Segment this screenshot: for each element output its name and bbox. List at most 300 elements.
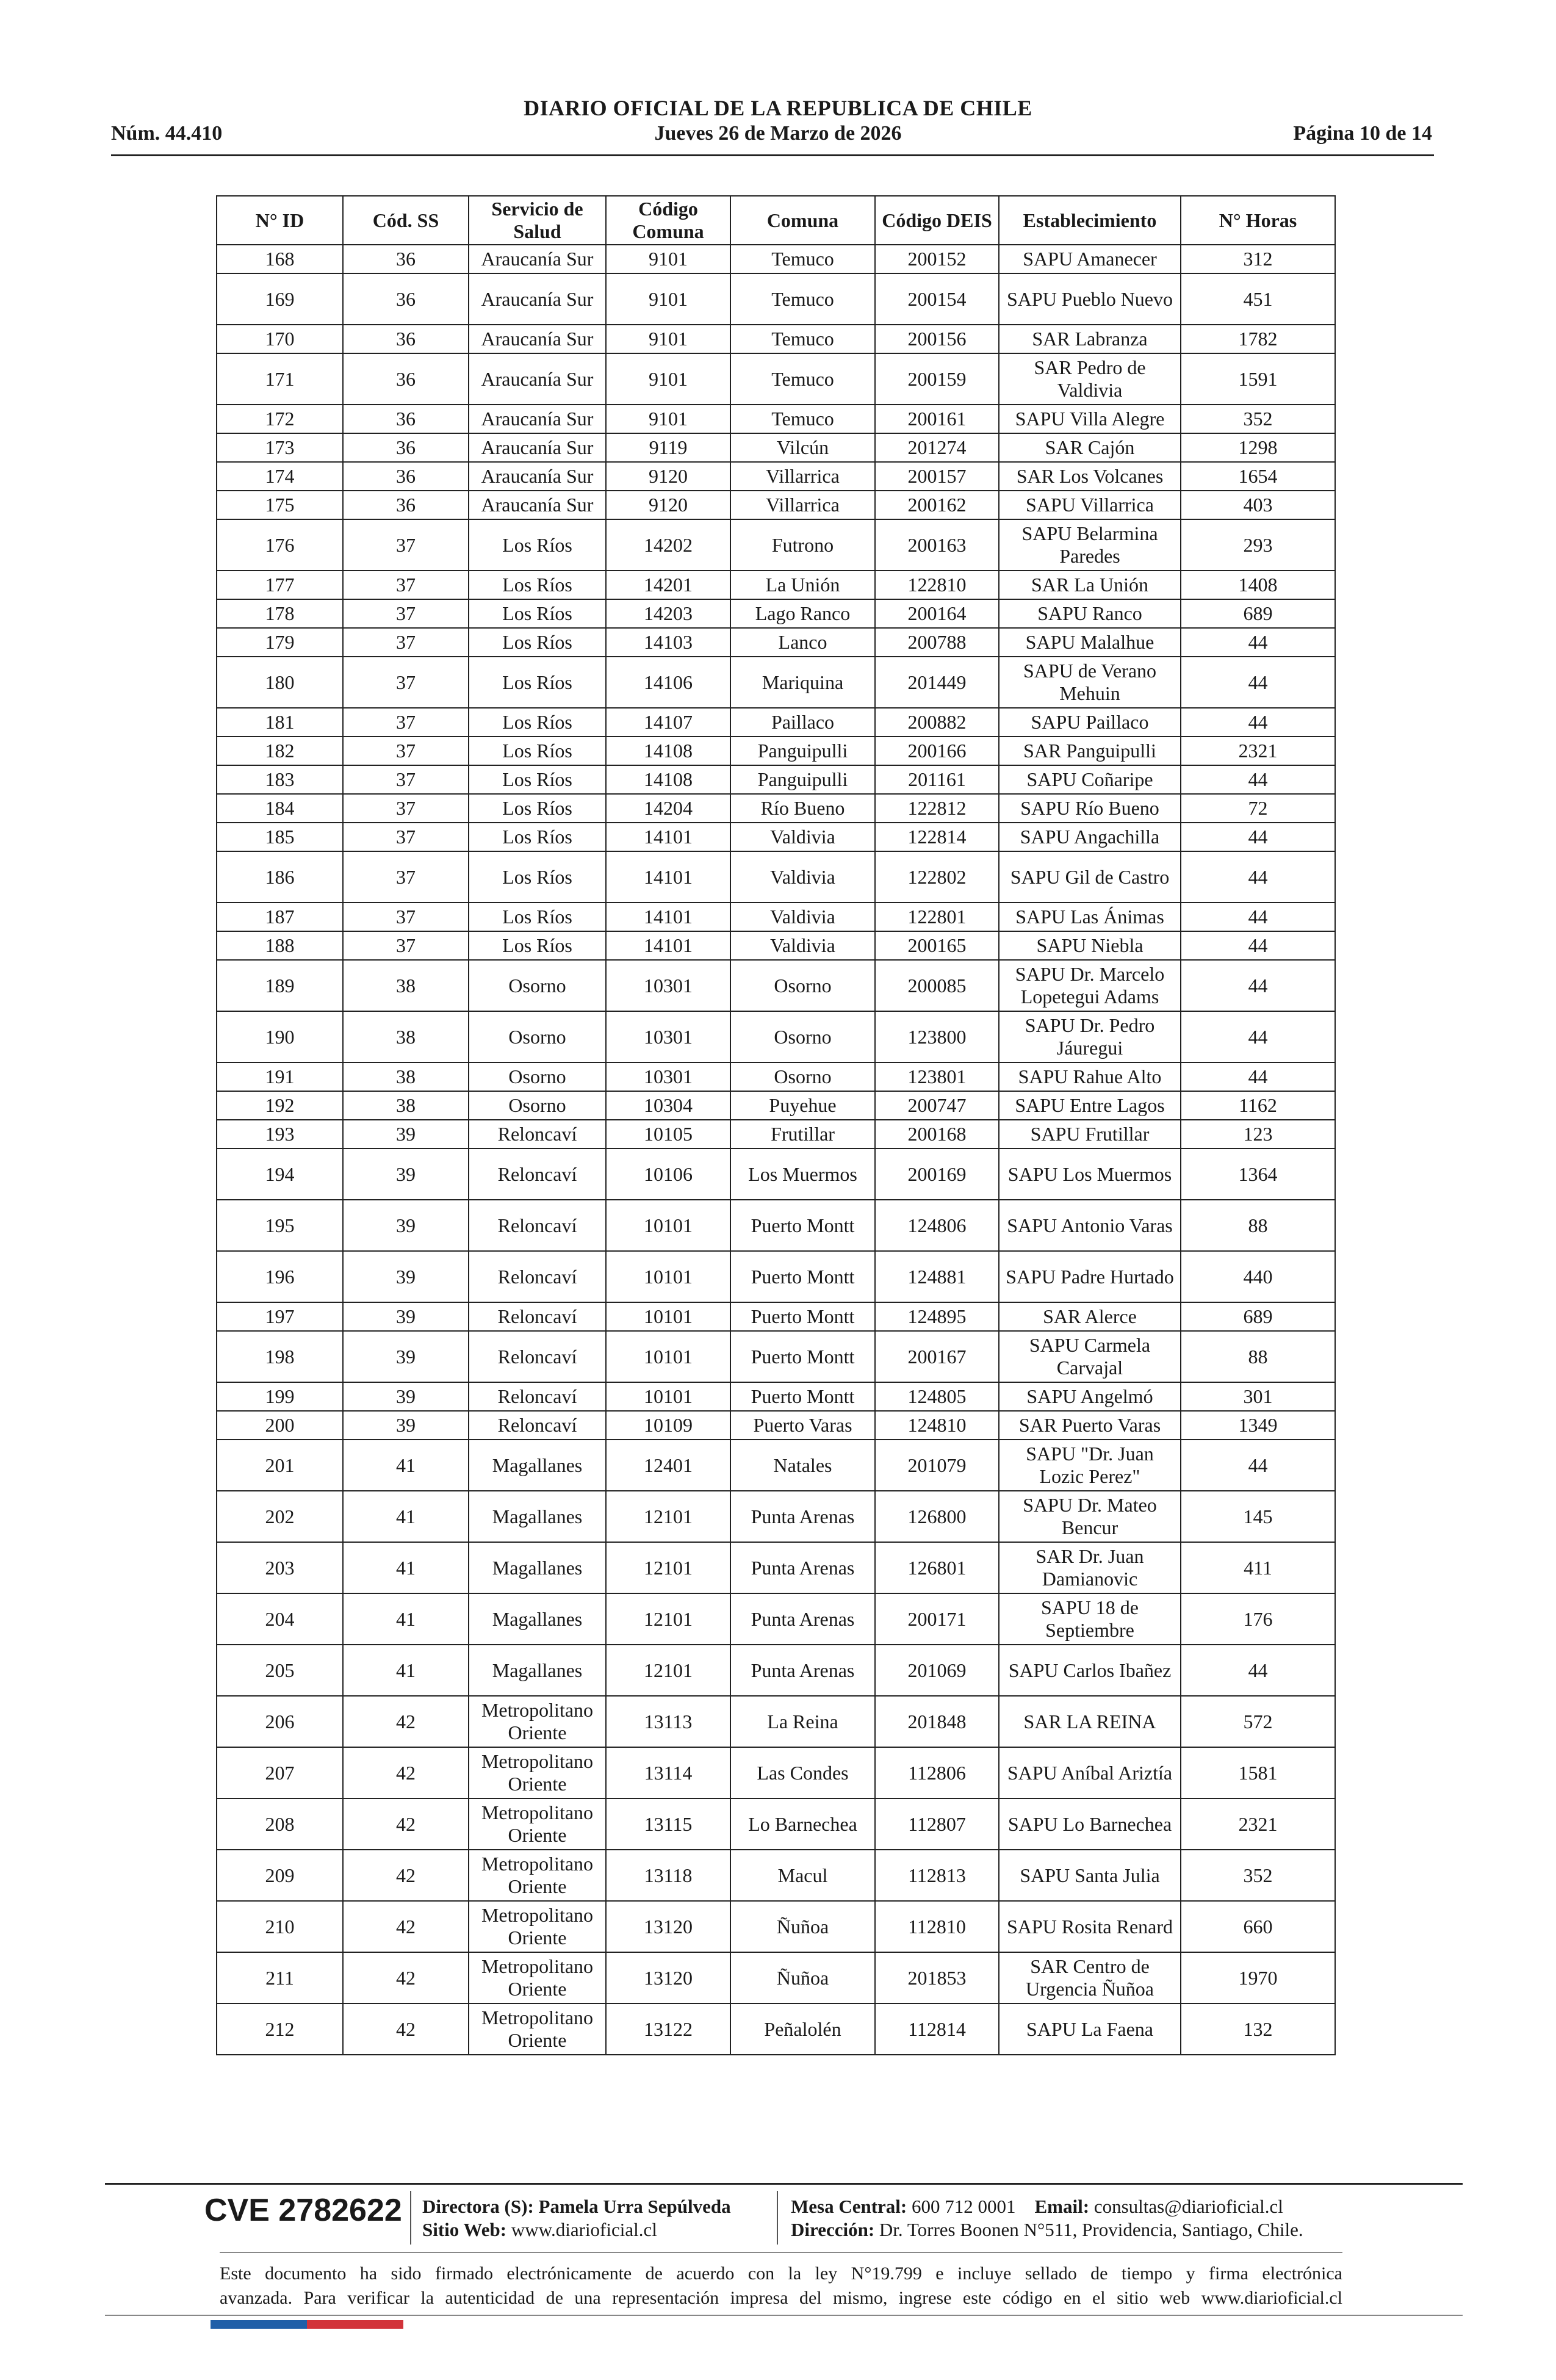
cell-codigo-comuna: 10301	[606, 1062, 730, 1091]
cell-id: 176	[217, 519, 343, 571]
cell-comuna: Panguipulli	[730, 765, 875, 794]
cell-establecimiento: SAR Dr. Juan Damianovic	[999, 1542, 1181, 1593]
cell-comuna: Temuco	[730, 405, 875, 433]
cell-codigo-deis: 122801	[875, 903, 999, 931]
table-row	[217, 571, 1335, 599]
cell-comuna: Valdivia	[730, 903, 875, 931]
cell-id: 210	[217, 1901, 343, 1952]
table-row	[217, 1011, 1335, 1062]
cell-horas: 44	[1181, 657, 1335, 708]
cell-codigo-deis: 200747	[875, 1091, 999, 1120]
cell-id: 187	[217, 903, 343, 931]
cell-codigo-comuna: 13120	[606, 1901, 730, 1952]
cell-codigo-comuna: 12101	[606, 1491, 730, 1542]
issue-date: Jueves 26 de Marzo de 2026	[654, 122, 902, 145]
table-row	[217, 325, 1335, 353]
cell-comuna: La Unión	[730, 571, 875, 599]
cell-cod-ss: 42	[343, 1850, 469, 1901]
cell-servicio: Araucanía Sur	[469, 405, 606, 433]
cell-codigo-deis: 126801	[875, 1542, 999, 1593]
col-header-comuna: Comuna	[730, 196, 875, 245]
table-row	[217, 1901, 1335, 1952]
cell-id: 177	[217, 571, 343, 599]
cell-codigo-deis: 122802	[875, 851, 999, 903]
cell-horas: 689	[1181, 599, 1335, 628]
footer-divider	[220, 2252, 1342, 2253]
cell-cod-ss: 37	[343, 571, 469, 599]
cell-cod-ss: 42	[343, 1747, 469, 1798]
cell-horas: 451	[1181, 273, 1335, 325]
cell-establecimiento: SAPU Dr. Pedro Jáuregui	[999, 1011, 1181, 1062]
cell-codigo-deis: 200167	[875, 1331, 999, 1382]
table-row	[217, 1696, 1335, 1747]
legal-line: Este documento ha sido firmado electrónicamente de acuerdo con la ley N°19.799 e incluye sellado de tiempo y firma electrónica	[220, 2263, 1342, 2284]
cell-comuna: Puerto Varas	[730, 1411, 875, 1440]
issue-number: Núm. 44.410	[111, 122, 223, 145]
cell-cod-ss: 37	[343, 628, 469, 657]
cell-cod-ss: 39	[343, 1382, 469, 1411]
cell-horas: 44	[1181, 1645, 1335, 1696]
cell-comuna: Frutillar	[730, 1120, 875, 1149]
cell-comuna: Puerto Montt	[730, 1331, 875, 1382]
cell-comuna: Temuco	[730, 325, 875, 353]
cell-establecimiento: SAPU Rosita Renard	[999, 1901, 1181, 1952]
cell-servicio: Reloncaví	[469, 1149, 606, 1200]
table-row	[217, 737, 1335, 765]
cell-comuna: Valdivia	[730, 851, 875, 903]
cell-horas: 572	[1181, 1696, 1335, 1747]
cell-codigo-comuna: 9101	[606, 353, 730, 405]
cell-codigo-comuna: 9120	[606, 491, 730, 519]
cell-establecimiento: SAPU Aníbal Ariztía	[999, 1747, 1181, 1798]
cell-horas: 403	[1181, 491, 1335, 519]
cell-establecimiento: SAPU Paillaco	[999, 708, 1181, 737]
cell-comuna: Panguipulli	[730, 737, 875, 765]
cell-codigo-deis: 200168	[875, 1120, 999, 1149]
cell-horas: 1591	[1181, 353, 1335, 405]
cell-comuna: Punta Arenas	[730, 1593, 875, 1645]
cell-horas: 1782	[1181, 325, 1335, 353]
cell-cod-ss: 39	[343, 1411, 469, 1440]
table-row	[217, 1747, 1335, 1798]
col-header-id: N° ID	[217, 196, 343, 245]
cell-id: 189	[217, 960, 343, 1011]
cell-cod-ss: 38	[343, 960, 469, 1011]
cell-servicio: Metropolitano Oriente	[469, 1901, 606, 1952]
cell-establecimiento: SAR Labranza	[999, 325, 1181, 353]
cell-codigo-comuna: 12401	[606, 1440, 730, 1491]
cell-servicio: Los Ríos	[469, 628, 606, 657]
cell-establecimiento: SAPU Angachilla	[999, 823, 1181, 851]
cell-id: 175	[217, 491, 343, 519]
cell-comuna: Osorno	[730, 960, 875, 1011]
footer-separator	[777, 2191, 778, 2245]
cell-id: 196	[217, 1251, 343, 1302]
cell-comuna: Lago Ranco	[730, 599, 875, 628]
cell-establecimiento: SAPU 18 de Septiembre	[999, 1593, 1181, 1645]
cell-cod-ss: 42	[343, 2003, 469, 2055]
cell-cod-ss: 36	[343, 491, 469, 519]
cell-codigo-deis: 201069	[875, 1645, 999, 1696]
cell-comuna: Villarrica	[730, 462, 875, 491]
cell-codigo-deis: 200085	[875, 960, 999, 1011]
col-header-horas: N° Horas	[1181, 196, 1335, 245]
cell-servicio: Metropolitano Oriente	[469, 1696, 606, 1747]
cell-codigo-deis: 200165	[875, 931, 999, 960]
cell-servicio: Los Ríos	[469, 931, 606, 960]
cell-cod-ss: 37	[343, 903, 469, 931]
cell-comuna: Ñuñoa	[730, 1901, 875, 1952]
cell-id: 193	[217, 1120, 343, 1149]
web-link[interactable]: www.diarioficial.cl	[511, 2219, 657, 2240]
cell-cod-ss: 36	[343, 462, 469, 491]
cell-establecimiento: SAPU Rahue Alto	[999, 1062, 1181, 1091]
cell-horas: 145	[1181, 1491, 1335, 1542]
cell-establecimiento: SAPU Padre Hurtado	[999, 1251, 1181, 1302]
mesa-label: Mesa Central:	[791, 2196, 907, 2217]
cell-codigo-comuna: 9120	[606, 462, 730, 491]
cell-establecimiento: SAPU Carmela Carvajal	[999, 1331, 1181, 1382]
cell-horas: 132	[1181, 2003, 1335, 2055]
cell-codigo-comuna: 9101	[606, 245, 730, 273]
cell-comuna: Las Condes	[730, 1747, 875, 1798]
cell-comuna: Macul	[730, 1850, 875, 1901]
cell-horas: 44	[1181, 1011, 1335, 1062]
cell-cod-ss: 37	[343, 519, 469, 571]
footer-divider	[105, 2315, 1463, 2316]
cell-comuna: Punta Arenas	[730, 1645, 875, 1696]
cell-horas: 1408	[1181, 571, 1335, 599]
cell-servicio: Los Ríos	[469, 737, 606, 765]
table-row	[217, 823, 1335, 851]
cell-servicio: Los Ríos	[469, 794, 606, 823]
cell-servicio: Reloncaví	[469, 1302, 606, 1331]
cell-codigo-comuna: 10304	[606, 1091, 730, 1120]
cell-horas: 689	[1181, 1302, 1335, 1331]
cell-id: 171	[217, 353, 343, 405]
cell-establecimiento: SAPU Entre Lagos	[999, 1091, 1181, 1120]
cell-establecimiento: SAPU Los Muermos	[999, 1149, 1181, 1200]
table-row	[217, 960, 1335, 1011]
address-value: Dr. Torres Boonen N°511, Providencia, Santiago, Chile.	[879, 2219, 1303, 2240]
table-row	[217, 1302, 1335, 1331]
cell-horas: 44	[1181, 931, 1335, 960]
cell-establecimiento: SAR Puerto Varas	[999, 1411, 1181, 1440]
cell-id: 180	[217, 657, 343, 708]
cell-comuna: Lo Barnechea	[730, 1798, 875, 1850]
cell-codigo-comuna: 13122	[606, 2003, 730, 2055]
web-label: Sitio Web:	[422, 2219, 507, 2240]
cell-servicio: Metropolitano Oriente	[469, 2003, 606, 2055]
cell-codigo-comuna: 14201	[606, 571, 730, 599]
table-row	[217, 1251, 1335, 1302]
cell-codigo-comuna: 14108	[606, 765, 730, 794]
cell-horas: 1970	[1181, 1952, 1335, 2003]
table-row	[217, 353, 1335, 405]
flag-stripe-blue	[211, 2320, 307, 2329]
cell-id: 200	[217, 1411, 343, 1440]
cell-servicio: Magallanes	[469, 1491, 606, 1542]
col-header-cod-ss: Cód. SS	[343, 196, 469, 245]
cell-horas: 72	[1181, 794, 1335, 823]
cell-codigo-deis: 201274	[875, 433, 999, 462]
cell-id: 212	[217, 2003, 343, 2055]
flag-stripe-red	[307, 2320, 403, 2329]
table-row	[217, 273, 1335, 325]
cell-establecimiento: SAPU Pueblo Nuevo	[999, 273, 1181, 325]
table-row	[217, 1798, 1335, 1850]
cell-horas: 293	[1181, 519, 1335, 571]
cell-establecimiento: SAPU Santa Julia	[999, 1850, 1181, 1901]
cell-comuna: Natales	[730, 1440, 875, 1491]
legal-notice	[220, 2262, 1342, 2310]
cell-horas: 301	[1181, 1382, 1335, 1411]
cell-id: 208	[217, 1798, 343, 1850]
cell-codigo-deis: 122814	[875, 823, 999, 851]
cell-cod-ss: 42	[343, 1901, 469, 1952]
cell-codigo-deis: 122812	[875, 794, 999, 823]
cell-establecimiento: SAPU Malalhue	[999, 628, 1181, 657]
cell-servicio: Reloncaví	[469, 1331, 606, 1382]
cell-codigo-deis: 201853	[875, 1952, 999, 2003]
table-row	[217, 1149, 1335, 1200]
cell-servicio: Araucanía Sur	[469, 273, 606, 325]
cell-horas: 44	[1181, 1440, 1335, 1491]
cell-codigo-comuna: 9119	[606, 433, 730, 462]
cell-codigo-deis: 201079	[875, 1440, 999, 1491]
cell-cod-ss: 41	[343, 1645, 469, 1696]
cell-codigo-comuna: 14101	[606, 823, 730, 851]
table-row	[217, 405, 1335, 433]
cell-id: 191	[217, 1062, 343, 1091]
table-row	[217, 628, 1335, 657]
cell-codigo-deis: 200169	[875, 1149, 999, 1200]
cell-horas: 44	[1181, 851, 1335, 903]
cell-codigo-deis: 200152	[875, 245, 999, 273]
cell-codigo-comuna: 10105	[606, 1120, 730, 1149]
cell-servicio: Reloncaví	[469, 1251, 606, 1302]
cell-cod-ss: 36	[343, 353, 469, 405]
table-row	[217, 491, 1335, 519]
cell-horas: 1581	[1181, 1747, 1335, 1798]
cell-horas: 440	[1181, 1251, 1335, 1302]
cell-servicio: Araucanía Sur	[469, 353, 606, 405]
cell-cod-ss: 41	[343, 1440, 469, 1491]
cell-id: 199	[217, 1382, 343, 1411]
cell-servicio: Magallanes	[469, 1593, 606, 1645]
cell-codigo-comuna: 9101	[606, 273, 730, 325]
cell-establecimiento: SAPU de Verano Mehuin	[999, 657, 1181, 708]
cell-codigo-deis: 200154	[875, 273, 999, 325]
cell-cod-ss: 42	[343, 1952, 469, 2003]
cell-establecimiento: SAPU Carlos Ibañez	[999, 1645, 1181, 1696]
cell-id: 206	[217, 1696, 343, 1747]
col-header-codigo-comuna: Código Comuna	[606, 196, 730, 245]
cell-establecimiento: SAPU Las Ánimas	[999, 903, 1181, 931]
cell-cod-ss: 38	[343, 1091, 469, 1120]
cell-id: 202	[217, 1491, 343, 1542]
cell-establecimiento: SAPU Dr. Marcelo Lopetegui Adams	[999, 960, 1181, 1011]
cell-horas: 44	[1181, 903, 1335, 931]
director-name: Pamela Urra Sepúlveda	[538, 2196, 731, 2217]
cell-codigo-deis: 112810	[875, 1901, 999, 1952]
cell-servicio: Magallanes	[469, 1645, 606, 1696]
cell-comuna: Temuco	[730, 245, 875, 273]
table-row	[217, 462, 1335, 491]
cell-id: 207	[217, 1747, 343, 1798]
cell-horas: 176	[1181, 1593, 1335, 1645]
cell-servicio: Reloncaví	[469, 1200, 606, 1251]
cell-establecimiento: SAPU Villarrica	[999, 491, 1181, 519]
cell-cod-ss: 38	[343, 1062, 469, 1091]
cell-horas: 1162	[1181, 1091, 1335, 1120]
cell-codigo-deis: 200159	[875, 353, 999, 405]
cell-servicio: Araucanía Sur	[469, 245, 606, 273]
cell-codigo-deis: 112814	[875, 2003, 999, 2055]
cell-cod-ss: 39	[343, 1331, 469, 1382]
cell-codigo-comuna: 10109	[606, 1411, 730, 1440]
table-row	[217, 1440, 1335, 1491]
table-row	[217, 1120, 1335, 1149]
cell-horas: 123	[1181, 1120, 1335, 1149]
cell-codigo-deis: 124881	[875, 1251, 999, 1302]
cell-comuna: Puerto Montt	[730, 1302, 875, 1331]
cell-horas: 2321	[1181, 737, 1335, 765]
cell-comuna: Peñalolén	[730, 2003, 875, 2055]
cell-comuna: Puerto Montt	[730, 1382, 875, 1411]
table-row	[217, 794, 1335, 823]
cell-servicio: Metropolitano Oriente	[469, 1850, 606, 1901]
cell-cod-ss: 39	[343, 1200, 469, 1251]
cell-codigo-deis: 124895	[875, 1302, 999, 1331]
cell-codigo-comuna: 14101	[606, 851, 730, 903]
cell-codigo-comuna: 10301	[606, 1011, 730, 1062]
cell-id: 183	[217, 765, 343, 794]
col-header-servicio: Servicio de Salud	[469, 196, 606, 245]
cell-id: 211	[217, 1952, 343, 2003]
cell-cod-ss: 36	[343, 273, 469, 325]
cell-codigo-comuna: 13113	[606, 1696, 730, 1747]
cell-establecimiento: SAR Pedro de Valdivia	[999, 353, 1181, 405]
cell-cod-ss: 37	[343, 931, 469, 960]
table-row	[217, 1850, 1335, 1901]
cell-id: 192	[217, 1091, 343, 1120]
table-row	[217, 931, 1335, 960]
cell-cod-ss: 41	[343, 1542, 469, 1593]
cell-id: 173	[217, 433, 343, 462]
cell-codigo-comuna: 14108	[606, 737, 730, 765]
cell-id: 184	[217, 794, 343, 823]
email-label: Email:	[1034, 2196, 1090, 2217]
cell-cod-ss: 39	[343, 1302, 469, 1331]
cell-codigo-comuna: 13118	[606, 1850, 730, 1901]
cell-cod-ss: 37	[343, 851, 469, 903]
cell-cod-ss: 37	[343, 737, 469, 765]
table-row	[217, 519, 1335, 571]
cell-cod-ss: 37	[343, 599, 469, 628]
director-label: Directora (S):	[422, 2196, 534, 2217]
cell-id: 178	[217, 599, 343, 628]
cell-horas: 1364	[1181, 1149, 1335, 1200]
cell-cod-ss: 37	[343, 794, 469, 823]
table-row	[217, 1382, 1335, 1411]
cell-establecimiento: SAPU Coñaripe	[999, 765, 1181, 794]
cell-id: 198	[217, 1331, 343, 1382]
cell-servicio: Osorno	[469, 1011, 606, 1062]
cell-codigo-deis: 200156	[875, 325, 999, 353]
cell-establecimiento: SAPU Gil de Castro	[999, 851, 1181, 903]
cell-establecimiento: SAPU Angelmó	[999, 1382, 1181, 1411]
cell-servicio: Reloncaví	[469, 1411, 606, 1440]
cell-codigo-comuna: 12101	[606, 1593, 730, 1645]
cell-servicio: Magallanes	[469, 1440, 606, 1491]
cell-comuna: Paillaco	[730, 708, 875, 737]
cell-horas: 352	[1181, 405, 1335, 433]
cell-comuna: Valdivia	[730, 931, 875, 960]
cell-cod-ss: 39	[343, 1251, 469, 1302]
cell-codigo-comuna: 12101	[606, 1645, 730, 1696]
cell-codigo-comuna: 14106	[606, 657, 730, 708]
cell-servicio: Los Ríos	[469, 903, 606, 931]
cell-establecimiento: SAPU Dr. Mateo Bencur	[999, 1491, 1181, 1542]
cell-servicio: Los Ríos	[469, 851, 606, 903]
cell-codigo-deis: 200163	[875, 519, 999, 571]
cell-horas: 2321	[1181, 1798, 1335, 1850]
cell-id: 188	[217, 931, 343, 960]
cell-horas: 312	[1181, 245, 1335, 273]
cell-servicio: Magallanes	[469, 1542, 606, 1593]
newspaper-title: DIARIO OFICIAL DE LA REPUBLICA DE CHILE	[524, 96, 1032, 120]
cell-codigo-deis: 200161	[875, 405, 999, 433]
cell-servicio: Osorno	[469, 1091, 606, 1120]
cell-codigo-comuna: 14203	[606, 599, 730, 628]
cell-id: 190	[217, 1011, 343, 1062]
cell-comuna: Vilcún	[730, 433, 875, 462]
mesa-phone: 600 712 0001	[912, 2196, 1016, 2217]
cell-servicio: Reloncaví	[469, 1382, 606, 1411]
cell-servicio: Los Ríos	[469, 571, 606, 599]
cell-codigo-comuna: 13114	[606, 1747, 730, 1798]
cell-horas: 1298	[1181, 433, 1335, 462]
cell-establecimiento: SAR Los Volcanes	[999, 462, 1181, 491]
cell-cod-ss: 36	[343, 405, 469, 433]
cell-servicio: Los Ríos	[469, 519, 606, 571]
cell-cod-ss: 36	[343, 245, 469, 273]
table-row	[217, 1200, 1335, 1251]
cell-servicio: Metropolitano Oriente	[469, 1747, 606, 1798]
col-header-establecimiento: Establecimiento	[999, 196, 1181, 245]
cell-comuna: Valdivia	[730, 823, 875, 851]
footer-separator	[410, 2191, 411, 2245]
cell-codigo-comuna: 10101	[606, 1331, 730, 1382]
email-link[interactable]: consultas@diarioficial.cl	[1093, 2196, 1283, 2217]
cell-establecimiento: SAPU Amanecer	[999, 245, 1181, 273]
cell-cod-ss: 42	[343, 1798, 469, 1850]
cell-cod-ss: 37	[343, 708, 469, 737]
cell-establecimiento: SAR Panguipulli	[999, 737, 1181, 765]
cell-horas: 1349	[1181, 1411, 1335, 1440]
cell-codigo-deis: 200162	[875, 491, 999, 519]
cell-codigo-comuna: 14101	[606, 931, 730, 960]
cell-servicio: Los Ríos	[469, 823, 606, 851]
cell-horas: 44	[1181, 628, 1335, 657]
cell-codigo-comuna: 14107	[606, 708, 730, 737]
cell-id: 209	[217, 1850, 343, 1901]
cell-id: 168	[217, 245, 343, 273]
table-row	[217, 765, 1335, 794]
establishments-table	[216, 195, 1336, 2055]
table-row	[217, 657, 1335, 708]
